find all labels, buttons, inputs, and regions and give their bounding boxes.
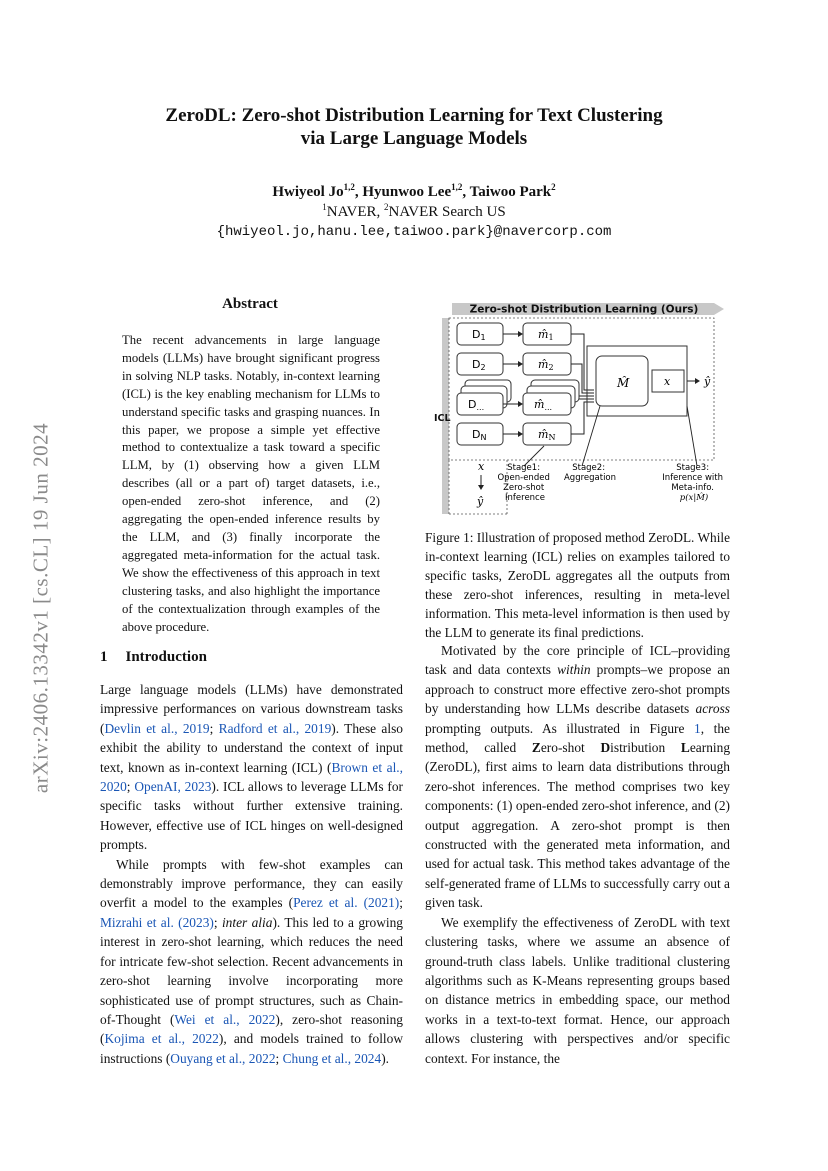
dataset-letter: D <box>472 358 481 371</box>
stage-line: Stage3: <box>676 463 710 473</box>
meta-subscript: 1 <box>548 333 554 342</box>
dataset-letter: D <box>472 328 481 341</box>
author-name: Hwiyeol Jo <box>272 184 344 200</box>
text-run: Large language models (LLMs) have demonstrated impressive performances on various downstream tasks ( <box>100 682 403 736</box>
figure-ref-link[interactable]: 1 <box>694 720 701 736</box>
arrowhead <box>478 485 484 490</box>
stage3-label <box>662 463 725 503</box>
paragraph <box>425 641 730 913</box>
arrowheads <box>518 331 523 437</box>
figure-header: Zero-shot Distribution Learning (Ours) <box>469 303 699 316</box>
figure-1 <box>432 298 728 516</box>
stage2-label <box>564 463 616 483</box>
arrowhead <box>518 331 523 337</box>
stage-line: Inference <box>505 493 545 503</box>
paper-title <box>100 104 728 150</box>
aggregated-meta-label: M̂ <box>617 376 630 390</box>
citation-link[interactable]: Kojima et al., 2022 <box>104 1031 219 1047</box>
text-run: istribution <box>610 740 681 756</box>
citation-link[interactable]: Brown et al., 2020 <box>100 759 404 795</box>
arxiv-identifier <box>30 348 52 868</box>
text-run: ). <box>381 1050 389 1066</box>
stage-line: Inference with <box>662 473 723 483</box>
pointer-line <box>582 406 600 466</box>
author-emails: {hwiyeol.jo,hanu.lee,taiwoo.park}@navercorp.com <box>216 224 612 240</box>
stage1-label <box>497 463 552 503</box>
text-run: ), and models trained to follow instructions ( <box>100 1031 403 1066</box>
icl-label: ICL <box>434 413 451 424</box>
text-run: , the method, called <box>425 720 730 756</box>
author-block <box>100 182 728 242</box>
output-yhat: ŷ <box>704 375 711 388</box>
text-run: ; <box>126 779 135 795</box>
section-heading <box>100 649 225 666</box>
citation-link[interactable]: Ouyang et al., 2022 <box>170 1050 276 1066</box>
citation-link[interactable]: Mizrahi et al. (2023) <box>100 914 214 930</box>
meta-letter: m̂ <box>538 428 549 441</box>
text-run: While prompts with few-shot examples can demonstrably improve performance, they can easily overfit a model to the examples ( <box>100 856 403 911</box>
text-run: ; <box>213 914 222 930</box>
pointer-line <box>687 406 697 466</box>
author-names: Hwiyeol Jo$^{1,2}$, Hyunwoo Lee$^{1,2}$, Taiwoo Park$^2$ <box>272 182 556 200</box>
text-run: ; <box>399 895 404 911</box>
arrowhead <box>695 378 700 384</box>
stage-line: Stage1: <box>507 463 541 473</box>
affil-sup: 1 <box>322 202 327 212</box>
affiliation-2: NAVER Search US <box>388 204 506 220</box>
author-name: Taiwoo Park <box>469 184 552 200</box>
arrowhead <box>518 361 523 367</box>
icl-input-x: x <box>478 460 485 473</box>
author-affil-sup: 2 <box>551 182 556 192</box>
paragraph <box>100 680 403 855</box>
title-line-1: ZeroDL: Zero-shot Distribution Learning for Text Clustering <box>165 105 663 126</box>
dataset-subscript: N <box>480 433 487 442</box>
bold-letter: D <box>600 740 611 756</box>
citation-link[interactable]: Perez et al. (2021) <box>293 895 400 911</box>
abstract-text: The recent advancements in large language models (LLMs) have brought significant progress in solving NLP tasks. Notably, in-context learning (ICL) is the key enabling mechanism for LLMs to understand specific tasks and grasping nuances. In this paper, we propose a simple yet effective method to contextualize a task toward a specific LLM, by (1) observing how a given LLM describes (all or a part of) target datasets, i.e., open-ended zero-shot inference, and (2) aggregating the open-ended inference results by the LLM, and (3) finally incorporate the aggregated meta-information for the actual task. We show the effectiveness of this approach in text clustering tasks, and also highlight the importance of the contextualization through examples of the above procedure. <box>122 333 380 634</box>
dataset-subscript: ... <box>476 403 485 412</box>
icl-output-yhat: ŷ <box>477 495 484 508</box>
bold-letter: Z <box>531 740 541 756</box>
affiliation-1: NAVER, <box>326 204 384 220</box>
paragraph: We exemplify the effectiveness of ZeroDL with text clustering tasks, where we assume an absence of ground-truth class labels. Unlike traditional clustering algorithms such as K-Means representing groups based on distance metrics in embedding space, our method works in a text-to-text format. Hence, our approach allows clustering with perspectives and/or specific context. For instance, the <box>425 914 730 1066</box>
left-column-body <box>100 680 403 1068</box>
citation-link[interactable]: Devlin et al., 2019 <box>104 720 210 736</box>
author-affil-sup: 1,2 <box>451 182 463 192</box>
text-run: ), zero-shot reasoning ( <box>100 1011 403 1047</box>
paragraph <box>100 855 403 1068</box>
input-x-label: x <box>664 375 671 388</box>
citation-link[interactable]: Wei et al., 2022 <box>174 1011 276 1027</box>
caption-label: Figure 1: <box>425 530 477 545</box>
text-run: ). This led to a growing interest in zero-shot learning, which reduces the need for intricate few-shot selection. Recent advancements in zero-shot learning involve incorporating more sophisticated use of prompt structures, such as Chain-of-Thought ( <box>100 914 403 1027</box>
text-run: prompting outputs. As illustrated in Figure <box>425 720 695 736</box>
caption-text: Illustration of proposed method ZeroDL. While in-context learning (ICL) relies on examples tailored to specific tasks, ZeroDL aggregates all the outputs from these zero-shot inferences, resulting in meta-level information. This meta-level information is then used by the LLM to generate its final predictions. <box>425 530 730 640</box>
title-line-2: via Large Language Models <box>300 128 528 149</box>
bold-letter: L <box>680 740 690 756</box>
figure-1-diagram <box>432 298 728 516</box>
meta-subscript: 2 <box>548 363 554 372</box>
meta-letter: m̂ <box>538 358 549 371</box>
emphasis: within <box>557 662 591 678</box>
affiliations <box>100 202 728 222</box>
dataset-letter: D <box>468 398 477 411</box>
meta-subscript: ... <box>544 403 553 412</box>
dataset-subscript: 1 <box>480 333 486 342</box>
text-run: earning (ZeroDL), first aims to learn data distributions through zero-shot inferences. The method comprises two key components: (1) open-ended zero-shot inference, and (2) output aggregation. A zero-shot prompt is then constructed with the generated meta information, and used for actual task. This method takes advantage of the self-generated frame of LLMs to successfully carry out a given task. <box>425 740 731 911</box>
section-number: 1 <box>100 649 108 665</box>
stage-line: Open-ended <box>497 473 550 483</box>
meta-subscript: N <box>548 433 556 442</box>
right-column-body <box>425 641 730 1068</box>
arxiv-identifier-text: arXiv:2406.13342v1 [cs.CL] 19 Jun 2024 <box>28 422 53 794</box>
stage-line: Stage2: <box>572 463 606 473</box>
arrowhead <box>518 431 523 437</box>
stage-line: Aggregation <box>563 473 617 483</box>
text-run: ero-shot <box>540 740 601 756</box>
text-run: ; <box>275 1050 283 1066</box>
meta-letter: m̂ <box>534 398 545 411</box>
text-run: Motivated by the core principle of ICL–providing task and data contexts <box>425 643 730 678</box>
author-affil-sup: 1,2 <box>343 182 355 192</box>
citation-link[interactable]: Chung et al., 2024 <box>282 1050 382 1066</box>
author-name: Hyunwoo Lee <box>362 184 452 200</box>
affil-sup: 2 <box>384 202 389 212</box>
stage-line: Zero-shot <box>503 483 545 493</box>
text-run: prompts–we propose an approach to construct more effective zero-shot prompts by understanding how LLMs describe datasets <box>425 662 730 717</box>
text-run: ). ICL allows to leverage LLMs for specific tasks without further extensive training. However, effective use of ICL hinges on well-designed prompts. <box>100 779 403 853</box>
text-run: ; <box>209 720 219 736</box>
dataset-subscript: 2 <box>480 363 486 372</box>
abstract-heading: Abstract <box>222 296 278 312</box>
emphasis: across <box>695 701 730 717</box>
text-run: ). These also exhibit the ability to understand the context of input text, known as in-context learning (ICL) ( <box>100 720 403 775</box>
figure-caption <box>425 528 730 642</box>
section-title: Introduction <box>125 649 207 665</box>
emphasis: inter alia <box>221 914 273 930</box>
stage-line: Meta-info. <box>671 483 714 493</box>
dataset-letter: D <box>472 428 481 441</box>
citation-link[interactable]: Radford et al., 2019 <box>218 720 332 736</box>
citation-link[interactable]: OpenAI, 2023 <box>134 779 212 795</box>
stage-line: p(x|M̂) <box>679 493 709 503</box>
arrowhead <box>518 401 523 407</box>
meta-letter: m̂ <box>538 328 549 341</box>
